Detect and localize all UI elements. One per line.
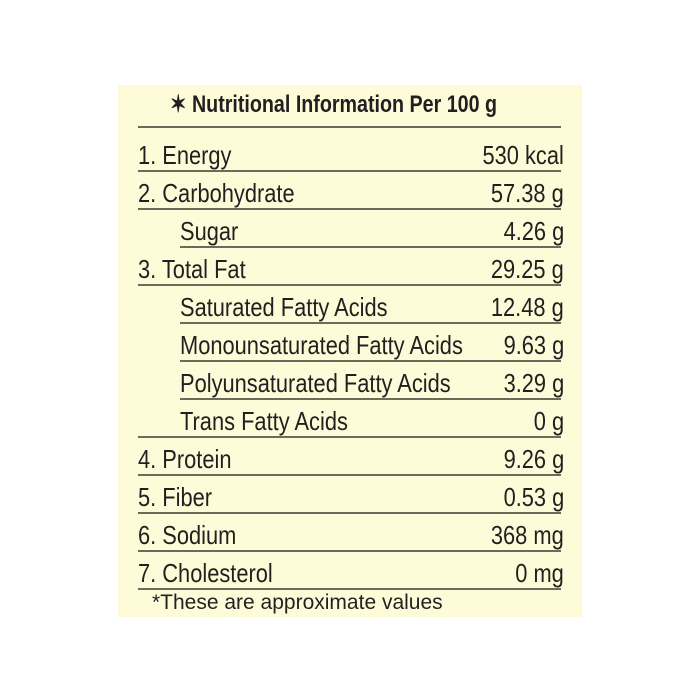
nutrient-label-total-fat: 3. Total Fat [138,254,246,284]
nutrient-value-total-fat: 29.25 g [491,254,564,284]
nutrient-value-trans-fatty-acids: 0 g [533,406,564,436]
nutrient-value-monounsaturated-fatty-acids: 9.63 g [503,330,564,360]
nutrient-value-carbohydrate: 57.38 g [491,178,564,208]
nutrient-label-trans-fatty-acids: Trans Fatty Acids [180,406,348,436]
table-title: ✶ Nutritional Information Per 100 g [170,91,498,118]
nutrient-value-sodium: 368 mg [491,520,564,550]
nutrient-value-saturated-fatty-acids: 12.48 g [491,292,564,322]
nutrient-value-polyunsaturated-fatty-acids: 3.29 g [503,368,564,398]
nutrient-value-fiber: 0.53 g [503,482,564,512]
nutrient-label-energy: 1. Energy [138,140,232,170]
nutrient-value-cholesterol: 0 mg [515,558,564,588]
nutrient-value-sugar: 4.26 g [503,216,564,246]
nutrient-label-sodium: 6. Sodium [138,520,237,550]
nutrient-label-monounsaturated-fatty-acids: Monounsaturated Fatty Acids [180,330,463,360]
nutrient-label-carbohydrate: 2. Carbohydrate [138,178,295,208]
nutrient-value-protein: 9.26 g [503,444,564,474]
title-divider [138,126,561,128]
nutrient-value-energy: 530 kcal [482,140,564,170]
footnote: *These are approximate values [152,591,443,614]
nutrient-label-polyunsaturated-fatty-acids: Polyunsaturated Fatty Acids [180,368,451,398]
nutrient-label-saturated-fatty-acids: Saturated Fatty Acids [180,292,388,322]
nutrient-label-sugar: Sugar [180,216,239,246]
nutrient-label-protein: 4. Protein [138,444,232,474]
nutrient-label-fiber: 5. Fiber [138,482,213,512]
nutrient-label-cholesterol: 7. Cholesterol [138,558,273,588]
